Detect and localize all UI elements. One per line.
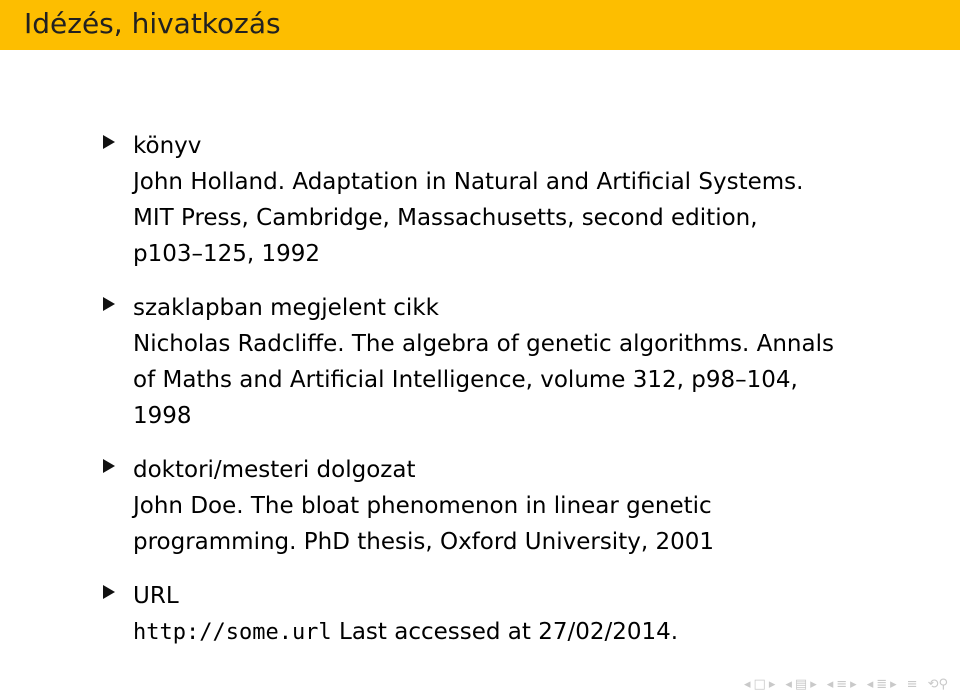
frame-icon: □ [753, 676, 766, 692]
list-item-thesis [133, 452, 933, 560]
section-icon: ≡ [836, 676, 848, 692]
citation-line: 1998 [133, 403, 192, 429]
citation-line: John Doe. The bloat phenomenon in linear genetic [133, 493, 712, 519]
next-slide-icon[interactable]: ▸ [890, 676, 897, 692]
bullet-arrow-icon [103, 585, 115, 599]
page-title: Idézés, hivatkozás [24, 7, 281, 40]
item-kind: könyv [133, 133, 202, 159]
list-item-book [133, 128, 933, 272]
bullet-arrow-icon [103, 459, 115, 473]
prev-frame-icon[interactable]: ◂ [744, 676, 751, 692]
accessed-text: Last accessed at 27/02/2014. [331, 619, 679, 645]
citation-line: of Maths and Artificial Intelligence, volume 312, p98–104, [133, 367, 798, 393]
list-item-url [133, 578, 933, 651]
next-subsection-icon[interactable]: ▸ [810, 676, 817, 692]
citation-line: MIT Press, Cambridge, Massachusetts, second edition, [133, 205, 758, 231]
list-item-journal-article [133, 290, 933, 434]
next-section-icon[interactable]: ▸ [850, 676, 857, 692]
item-kind: doktori/mesteri dolgozat [133, 457, 416, 483]
url-line [133, 614, 933, 651]
bullet-arrow-icon [103, 135, 115, 149]
slide-icon: ≣ [876, 676, 888, 692]
item-kind: URL [133, 583, 179, 609]
item-kind: szaklapban megjelent cikk [133, 295, 439, 321]
url-link[interactable]: http://some.url [133, 620, 332, 645]
citation-line: Nicholas Radcliffe. The algebra of genetic algorithms. Annals [133, 331, 834, 357]
subsection-icon: ▤ [794, 676, 808, 692]
citation-line: John Holland. Adaptation in Natural and Artificial Systems. [133, 169, 804, 195]
align-icon[interactable]: ≡ [906, 676, 918, 692]
prev-subsection-icon[interactable]: ◂ [785, 676, 792, 692]
search-icon[interactable]: ⟲⚲ [927, 676, 948, 692]
reference-list [133, 128, 933, 651]
title-bar [0, 0, 960, 50]
prev-slide-icon[interactable]: ◂ [866, 676, 874, 692]
beamer-navigation [744, 676, 948, 692]
prev-section-icon[interactable]: ◂ [826, 676, 834, 692]
next-frame-icon[interactable]: ▸ [768, 676, 776, 692]
citation-line: programming. PhD thesis, Oxford University, 2001 [133, 529, 714, 555]
bullet-arrow-icon [103, 297, 115, 311]
citation-line: p103–125, 1992 [133, 241, 321, 267]
